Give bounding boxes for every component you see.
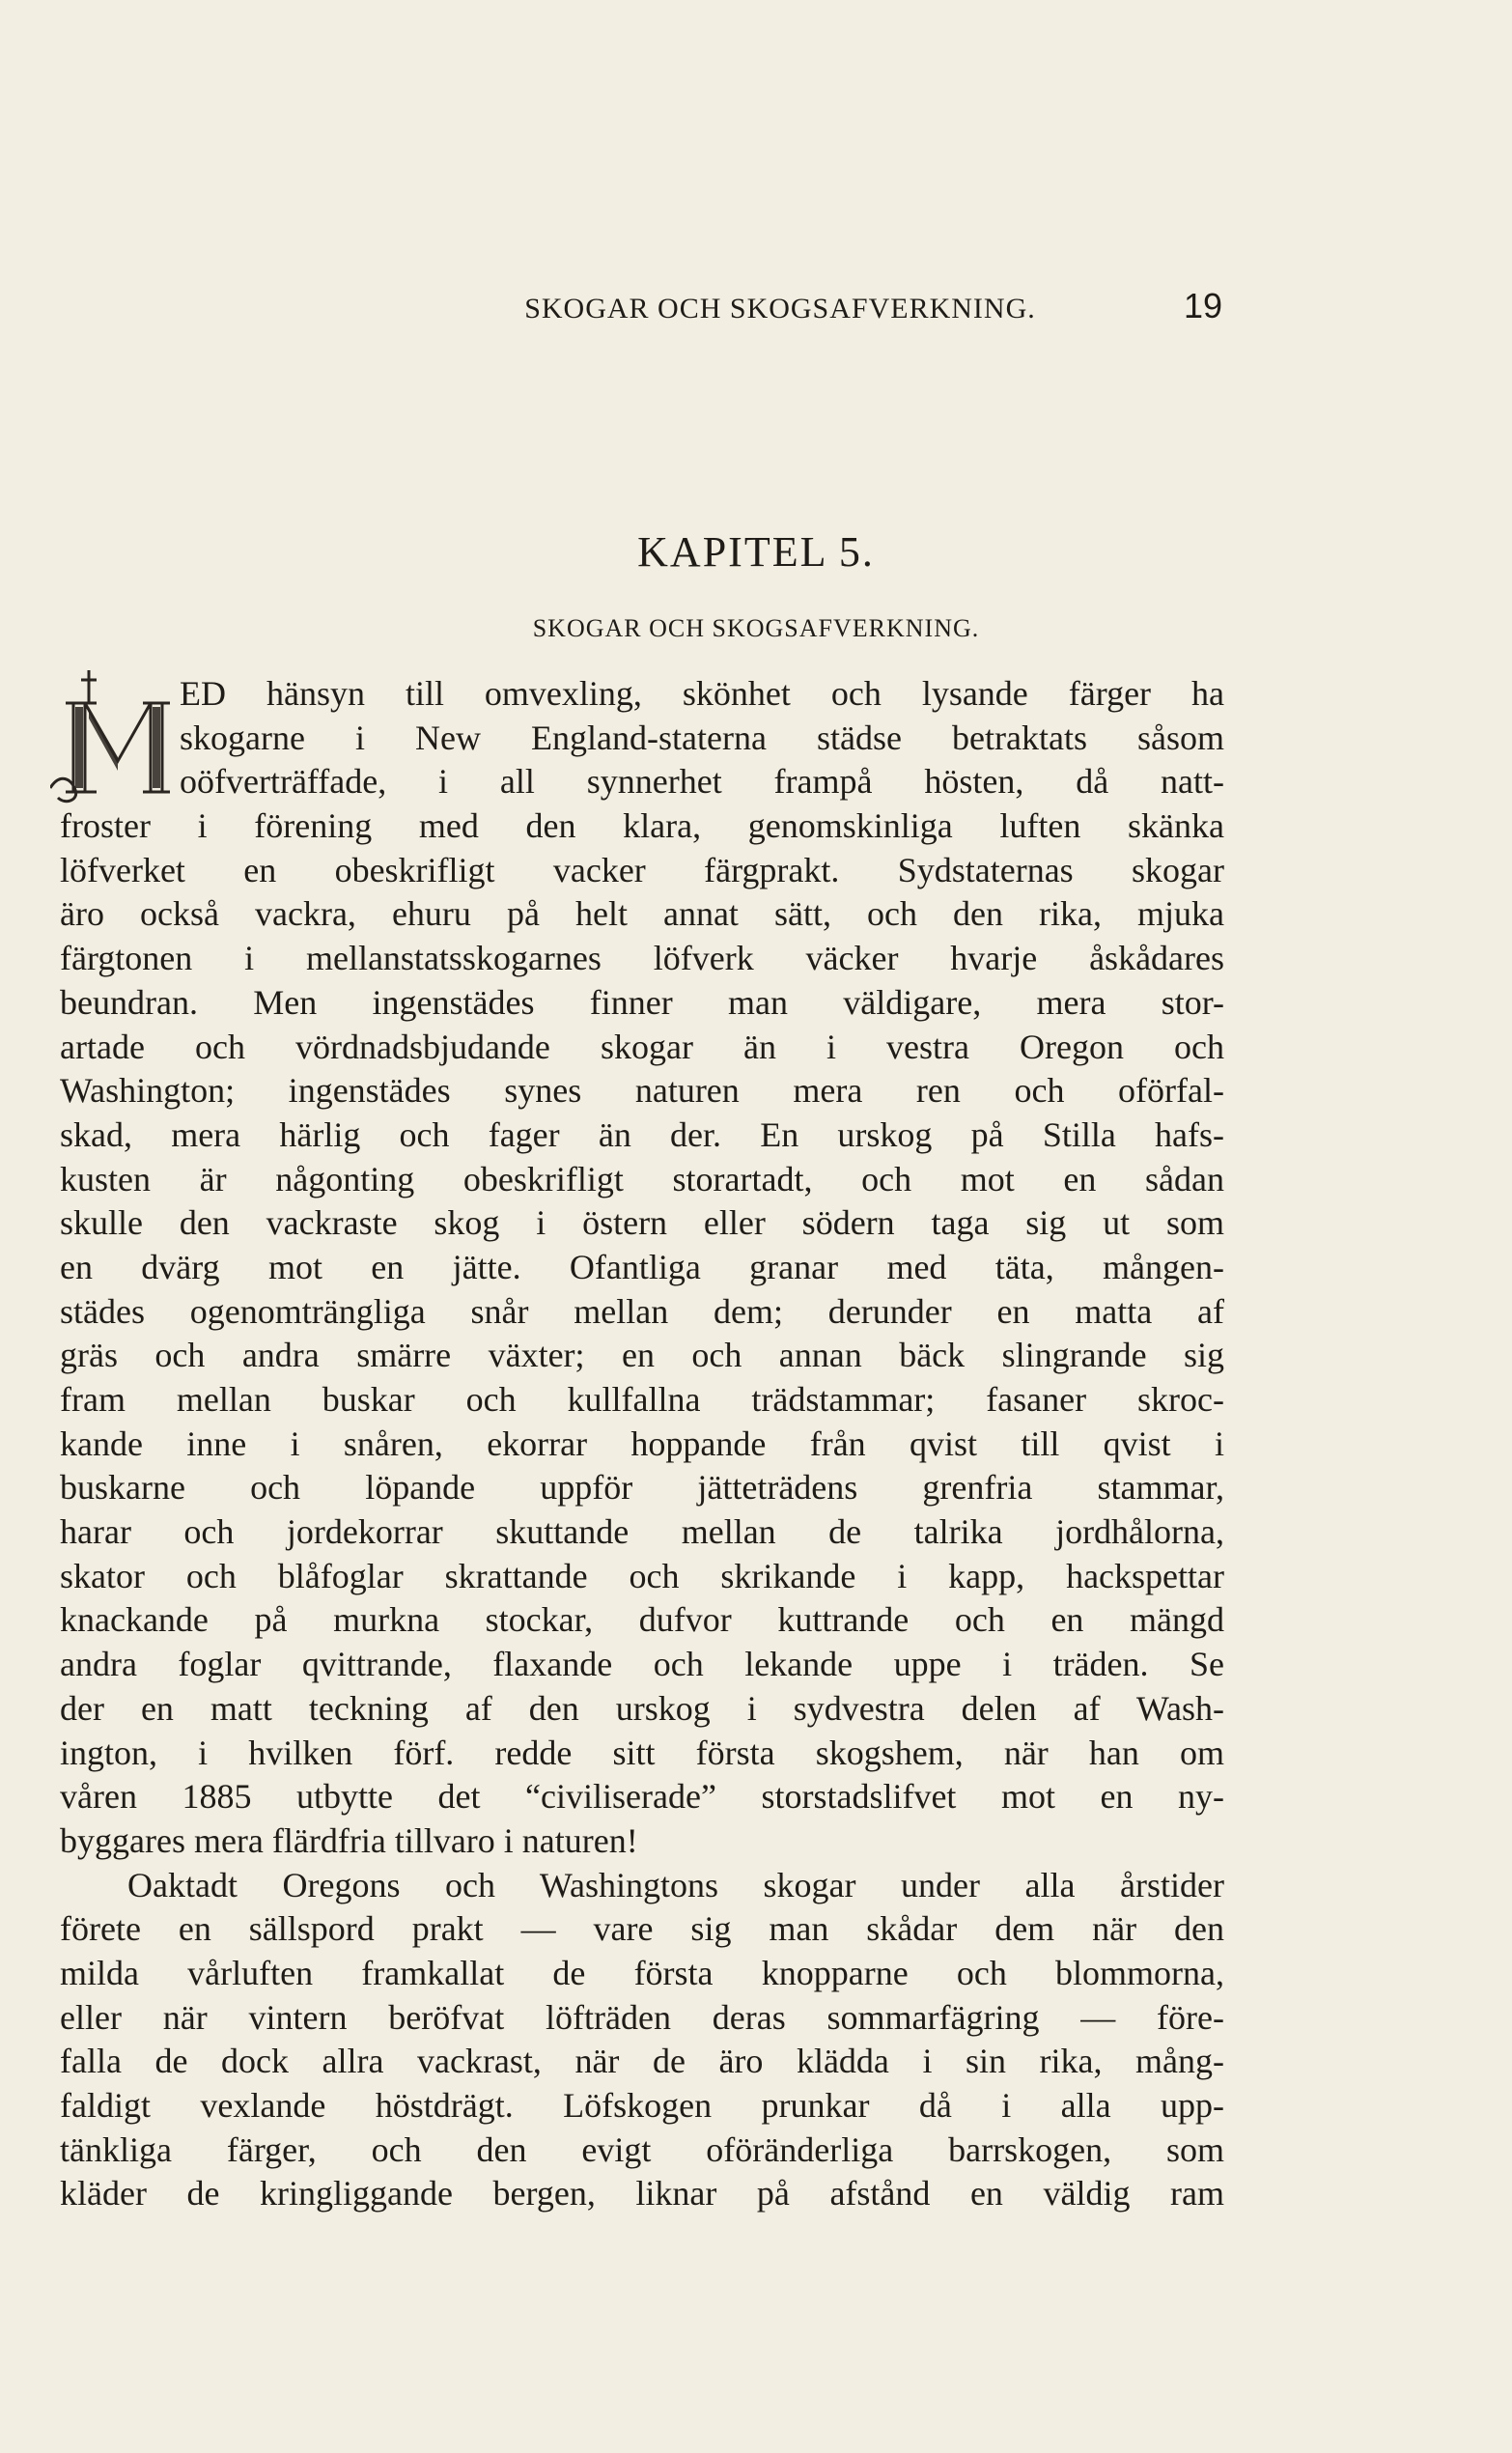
text-line: kusten är någonting obeskrifligt storartadt, och mot en sådan bbox=[60, 1159, 1224, 1198]
text-line: kande inne i snåren, ekorrar hoppande från qvist till qvist i bbox=[60, 1424, 1224, 1463]
text-line: oöfverträffade, i all synnerhet frampå hösten, då natt- bbox=[180, 762, 1224, 802]
text-line: löfverket en obeskrifligt vacker färgprakt. Sydstaternas skogar bbox=[60, 850, 1224, 889]
text-line: skogarne i New England-staterna städse betraktats såsom bbox=[180, 718, 1224, 757]
page-number: 19 bbox=[1183, 286, 1222, 325]
text-line: harar och jordekorrar skuttande mellan de talrika jordhålorna, bbox=[60, 1512, 1224, 1552]
text-line: färgtonen i mellanstatsskogarnes löfverk väcker hvarje åskådares bbox=[60, 939, 1224, 978]
text-line: froster i förening med den klara, genomskinliga luften skänka bbox=[60, 806, 1224, 846]
text-line: kläder de kringliggande bergen, liknar på afstånd en väldig ram bbox=[60, 2174, 1224, 2213]
body-text bbox=[60, 672, 1224, 2216]
text-line: gräs och andra smärre växter; en och annan bäck slingrande sig bbox=[60, 1336, 1224, 1375]
text-line: skulle den vackraste skog i östern eller södern taga sig ut som bbox=[60, 1203, 1224, 1243]
running-head bbox=[377, 286, 1222, 324]
text-line: förete en sällspord prakt — vare sig man skådar dem när den bbox=[60, 1909, 1224, 1949]
text-line: skad, mera härlig och fager än der. En urskog på Stilla hafs- bbox=[60, 1114, 1224, 1154]
text-line: knackande på murkna stockar, dufvor kuttrande och en mängd bbox=[60, 1600, 1224, 1640]
chapter-heading: KAPITEL 5. bbox=[637, 528, 875, 576]
text-line: buskarne och löpande uppför jätteträdens grenfria stammar, bbox=[60, 1468, 1224, 1508]
text-line: ington, i hvilken förf. redde sitt första skogshem, när han om bbox=[60, 1733, 1224, 1772]
text-line: städes ogenomträngliga snår mellan dem; derunder en matta af bbox=[60, 1291, 1224, 1331]
text-line: äro också vackra, ehuru på helt annat sätt, och den rika, mjuka bbox=[60, 894, 1224, 934]
text-line: faldigt vexlande höstdrägt. Löfskogen prunkar då i alla upp- bbox=[60, 2086, 1224, 2125]
text-line: artade och vördnadsbjudande skogar än i vestra Oregon och bbox=[60, 1027, 1224, 1066]
text-line: ED hänsyn till omvexling, skönhet och lysande färger ha bbox=[180, 674, 1224, 713]
text-line: milda vårluften framkallat de första knopparne och blommorna, bbox=[60, 1953, 1224, 1992]
text-line: byggares mera flärdfria tillvaro i naturen! bbox=[60, 1820, 638, 1860]
text-line: Oaktadt Oregons och Washingtons skogar under alla årstider bbox=[127, 1865, 1224, 1904]
section-title: SKOGAR OCH SKOGSAFVERKNING. bbox=[532, 614, 980, 642]
text-line: våren 1885 utbytte det “civiliserade” storstadslifvet mot en ny- bbox=[60, 1777, 1224, 1817]
text-line: eller när vintern beröfvat löfträden deras sommarfägring — före- bbox=[60, 1997, 1224, 2037]
text-line: andra foglar qvittrande, flaxande och lekande uppe i träden. Se bbox=[60, 1645, 1224, 1684]
text-line: Washington; ingenstädes synes naturen mera ren och oförfal- bbox=[60, 1071, 1224, 1111]
text-line: der en matt teckning af den urskog i sydvestra delen af Wash- bbox=[60, 1688, 1224, 1728]
running-title: SKOGAR OCH SKOGSAFVERKNING. bbox=[524, 293, 1036, 324]
text-line: skator och blåfoglar skrattande och skrikande i kapp, hackspettar bbox=[60, 1556, 1224, 1595]
text-line: falla de dock allra vackrast, när de äro klädda i sin rika, mång- bbox=[60, 2042, 1224, 2081]
text-line: en dvärg mot en jätte. Ofantliga granar med täta, mången- bbox=[60, 1247, 1224, 1286]
text-line: tänkliga färger, och den evigt oföränderliga barrskogen, som bbox=[60, 2129, 1224, 2169]
text-line: fram mellan buskar och kullfallna trädstammar; fasaner skroc- bbox=[60, 1380, 1224, 1419]
text-line: beundran. Men ingenstädes finner man väldigare, mera stor- bbox=[60, 982, 1224, 1022]
